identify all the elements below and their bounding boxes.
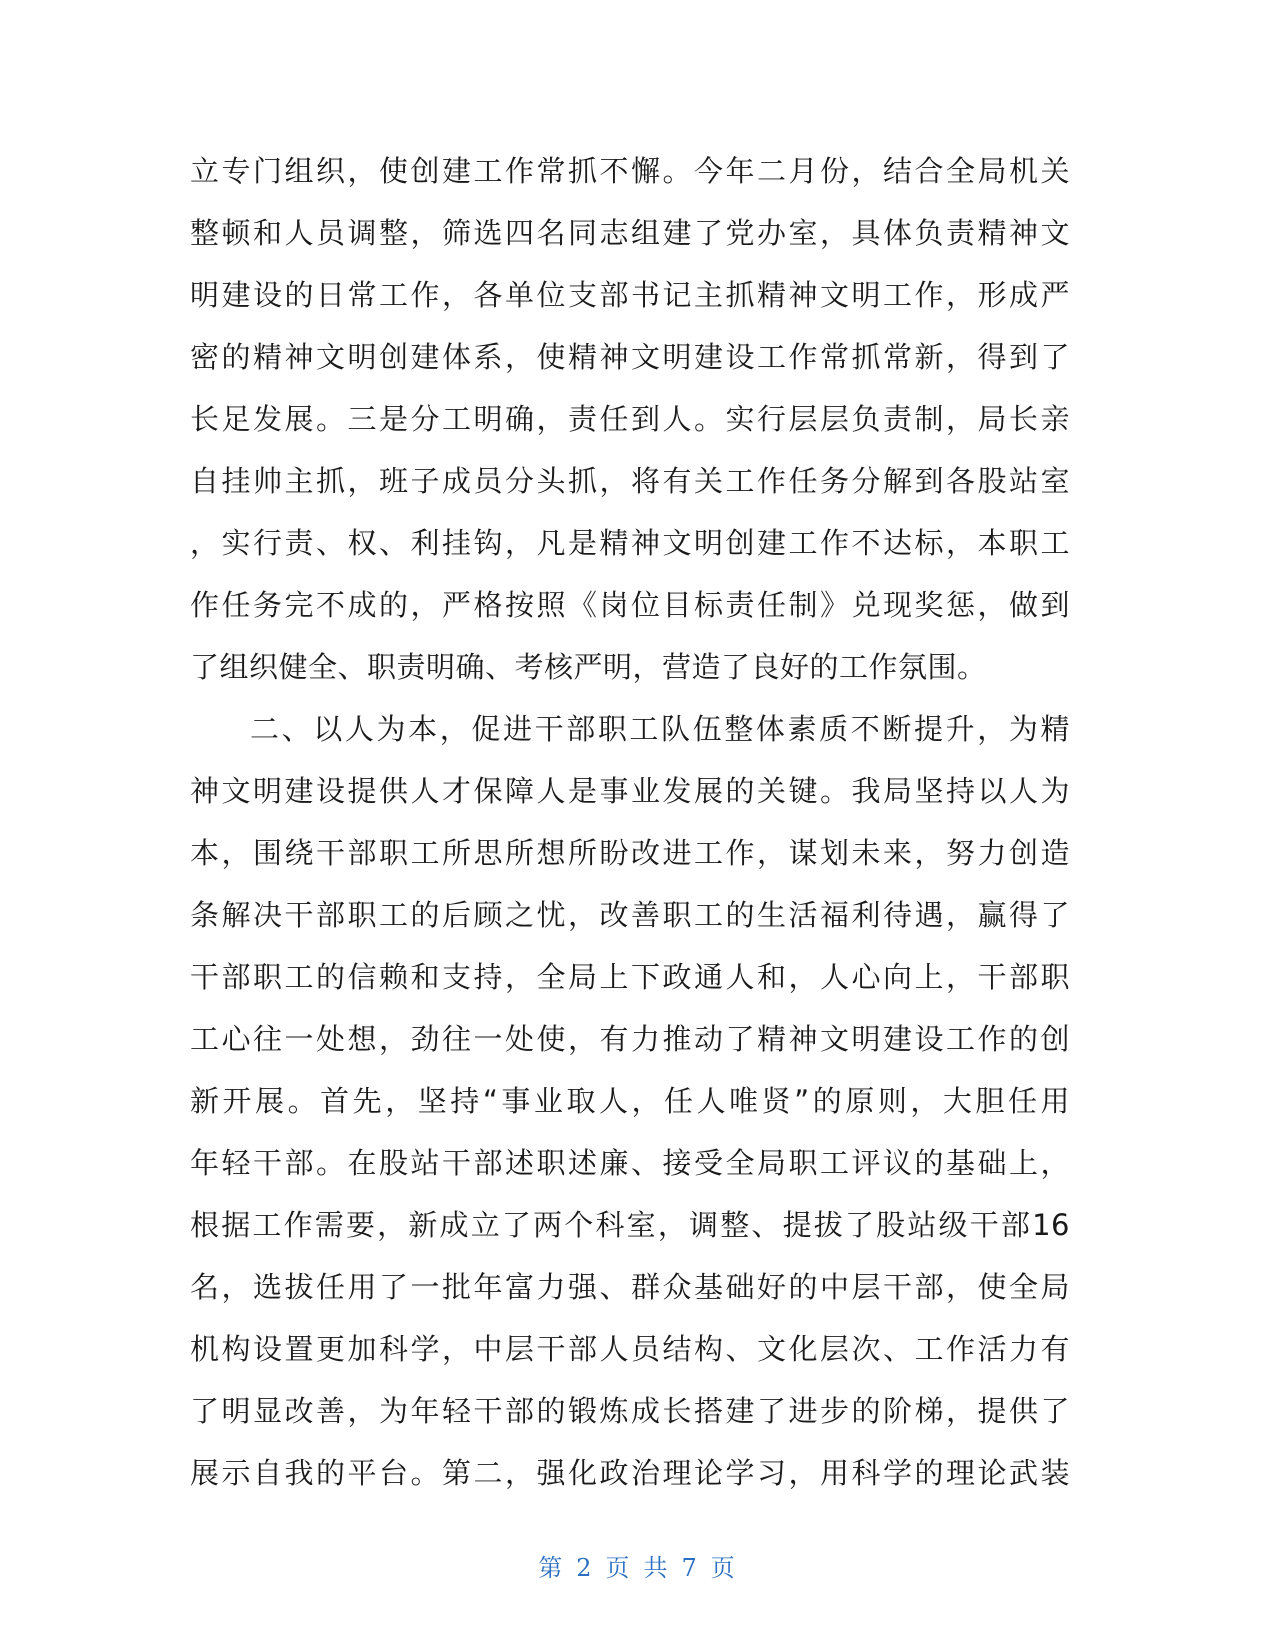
text-line: 神文明建设提供人才保障人是事业发展的关键。我局坚持以人为 bbox=[190, 774, 1070, 808]
total-pages-number: 7 bbox=[681, 1554, 699, 1582]
text-line: 展示自我的平台。第二，强化政治理论学习，用科学的理论武装 bbox=[190, 1456, 1070, 1490]
page-number-footer bbox=[0, 1548, 1275, 1583]
text-line: 了组织健全、职责明确、考核严明，营造了良好的工作氛围。 bbox=[190, 650, 987, 684]
text-line: 名，选拔任用了一批年富力强、群众基础好的中层干部，使全局 bbox=[190, 1270, 1070, 1304]
text-line: 干部职工的信赖和支持，全局上下政通人和，人心向上，干部职 bbox=[190, 960, 1070, 994]
total-label-prefix: 共 bbox=[643, 1554, 670, 1582]
text-line: 长足发展。三是分工明确，责任到人。实行层层负责制，局长亲 bbox=[190, 402, 1070, 436]
text-line: 本，围绕干部职工所思所想所盼改进工作，谋划未来，努力创造 bbox=[190, 836, 1070, 870]
text-line: 作任务完不成的，严格按照《岗位目标责任制》兑现奖惩，做到 bbox=[190, 588, 1070, 622]
page-label-mid: 页 bbox=[605, 1554, 632, 1582]
text-line: 根据工作需要，新成立了两个科室，调整、提拔了股站级干部16 bbox=[190, 1208, 1070, 1242]
text-line: 自挂帅主抓，班子成员分头抓，将有关工作任务分解到各股站室 bbox=[190, 464, 1070, 498]
page-label-suffix: 页 bbox=[710, 1554, 737, 1582]
page-label-prefix: 第 bbox=[538, 1554, 565, 1582]
text-line: 立专门组织，使创建工作常抓不懈。今年二月份，结合全局机关 bbox=[190, 154, 1070, 188]
text-line: 明建设的日常工作，各单位支部书记主抓精神文明工作，形成严 bbox=[190, 278, 1070, 312]
text-line: 新开展。首先，坚持“事业取人，任人唯贤”的原则，大胆任用 bbox=[190, 1084, 1070, 1118]
text-line: 条解决干部职工的后顾之忧，改善职工的生活福利待遇，赢得了 bbox=[190, 898, 1070, 932]
text-line: 整顿和人员调整，筛选四名同志组建了党办室，具体负责精神文 bbox=[190, 216, 1070, 250]
text-line: 了明显改善，为年轻干部的锻炼成长搭建了进步的阶梯，提供了 bbox=[190, 1394, 1070, 1428]
text-line: 年轻干部。在股站干部述职述廉、接受全局职工评议的基础上， bbox=[190, 1146, 1070, 1180]
current-page-number: 2 bbox=[576, 1554, 594, 1582]
text-line: ，实行责、权、利挂钩，凡是精神文明创建工作不达标，本职工 bbox=[190, 526, 1070, 560]
paragraph-start-line: 二、以人为本，促进干部职工队伍整体素质不断提升，为精 bbox=[250, 712, 1070, 746]
document-body bbox=[190, 140, 1070, 1504]
text-line: 工心往一处想，劲往一处使，有力推动了精神文明建设工作的创 bbox=[190, 1022, 1070, 1056]
text-line: 密的精神文明创建体系，使精神文明建设工作常抓常新，得到了 bbox=[190, 340, 1070, 374]
text-line: 机构设置更加科学，中层干部人员结构、文化层次、工作活力有 bbox=[190, 1332, 1070, 1366]
